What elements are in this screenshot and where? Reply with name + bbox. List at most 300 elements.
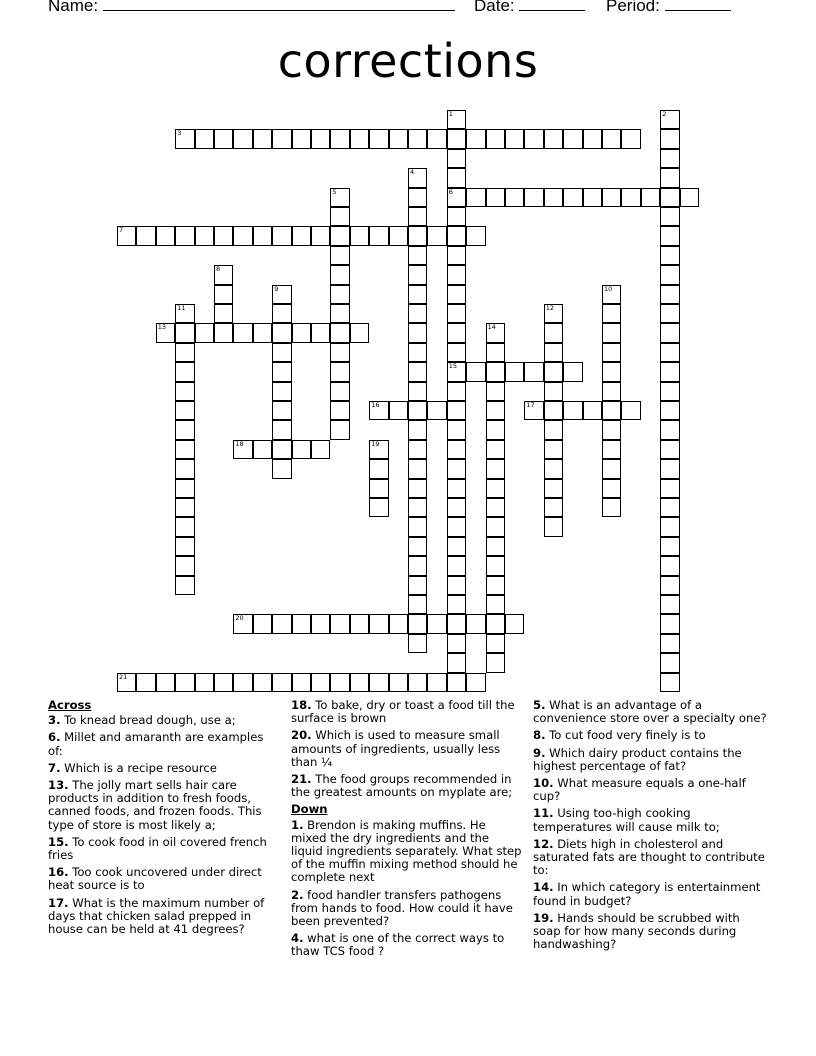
grid-cell[interactable] bbox=[408, 517, 427, 536]
grid-cell[interactable] bbox=[214, 226, 233, 245]
grid-cell[interactable] bbox=[330, 246, 349, 265]
grid-cell[interactable] bbox=[175, 382, 194, 401]
clue-number: 1 bbox=[448, 110, 453, 118]
grid-cell[interactable] bbox=[408, 226, 427, 245]
right-column bbox=[533, 699, 771, 955]
grid-cell[interactable] bbox=[233, 129, 252, 148]
grid-cell[interactable] bbox=[330, 401, 349, 420]
grid-cell[interactable] bbox=[272, 323, 291, 342]
grid-cell[interactable] bbox=[369, 129, 388, 148]
grid-cell[interactable] bbox=[544, 188, 563, 207]
grid-cell[interactable] bbox=[602, 188, 621, 207]
grid-cell[interactable] bbox=[486, 188, 505, 207]
grid-cell[interactable] bbox=[447, 517, 466, 536]
grid-cell[interactable] bbox=[408, 420, 427, 439]
grid-cell[interactable] bbox=[117, 673, 136, 692]
grid-cell[interactable] bbox=[660, 440, 679, 459]
grid-cell[interactable] bbox=[136, 226, 155, 245]
grid-cell[interactable] bbox=[272, 285, 291, 304]
clue-number: 11. bbox=[533, 806, 554, 821]
grid-cell[interactable] bbox=[660, 595, 679, 614]
grid-cell[interactable] bbox=[583, 188, 602, 207]
grid-cell[interactable] bbox=[602, 420, 621, 439]
grid-cell[interactable] bbox=[486, 440, 505, 459]
grid-cell[interactable] bbox=[350, 673, 369, 692]
grid-cell[interactable] bbox=[660, 207, 679, 226]
grid-cell[interactable] bbox=[486, 362, 505, 381]
grid-cell[interactable] bbox=[408, 382, 427, 401]
grid-cell[interactable] bbox=[466, 362, 485, 381]
grid-cell[interactable] bbox=[544, 440, 563, 459]
grid-cell[interactable] bbox=[602, 362, 621, 381]
grid-cell[interactable] bbox=[447, 498, 466, 517]
grid-cell[interactable] bbox=[330, 188, 349, 207]
grid-cell[interactable] bbox=[447, 420, 466, 439]
clue-number: 3 bbox=[177, 129, 182, 138]
down-clue-list bbox=[291, 819, 523, 959]
grid-cell[interactable] bbox=[272, 673, 291, 692]
grid-cell[interactable] bbox=[272, 440, 291, 459]
date-field[interactable] bbox=[474, 0, 585, 16]
grid-cell[interactable] bbox=[175, 343, 194, 362]
grid-cell[interactable] bbox=[447, 168, 466, 187]
grid-cell[interactable] bbox=[233, 323, 252, 342]
grid-cell[interactable] bbox=[369, 226, 388, 245]
grid-cell[interactable] bbox=[389, 129, 408, 148]
grid-cell[interactable] bbox=[660, 537, 679, 556]
grid-cell[interactable] bbox=[350, 614, 369, 633]
grid-cell[interactable] bbox=[660, 401, 679, 420]
grid-cell[interactable] bbox=[660, 459, 679, 478]
grid-cell[interactable] bbox=[408, 362, 427, 381]
grid-cell[interactable] bbox=[447, 265, 466, 284]
grid-cell[interactable] bbox=[175, 556, 194, 575]
grid-cell[interactable] bbox=[408, 343, 427, 362]
grid-cell[interactable] bbox=[447, 382, 466, 401]
grid-cell[interactable] bbox=[408, 129, 427, 148]
grid-cell[interactable] bbox=[602, 343, 621, 362]
grid-cell[interactable] bbox=[602, 440, 621, 459]
grid-cell[interactable] bbox=[486, 653, 505, 672]
grid-cell[interactable] bbox=[641, 188, 660, 207]
grid-cell[interactable] bbox=[175, 304, 194, 323]
grid-cell[interactable] bbox=[292, 323, 311, 342]
grid-cell[interactable] bbox=[447, 226, 466, 245]
grid-cell[interactable] bbox=[156, 673, 175, 692]
grid-cell[interactable] bbox=[136, 673, 155, 692]
grid-cell[interactable] bbox=[447, 323, 466, 342]
grid-cell[interactable] bbox=[447, 576, 466, 595]
grid-cell[interactable] bbox=[660, 168, 679, 187]
grid-cell[interactable] bbox=[602, 285, 621, 304]
grid-cell[interactable] bbox=[408, 323, 427, 342]
grid-cell[interactable] bbox=[311, 673, 330, 692]
grid-cell[interactable] bbox=[583, 129, 602, 148]
grid-cell[interactable] bbox=[408, 614, 427, 633]
grid-cell[interactable] bbox=[447, 537, 466, 556]
grid-cell[interactable] bbox=[175, 576, 194, 595]
grid-cell[interactable] bbox=[544, 343, 563, 362]
name-field[interactable] bbox=[48, 0, 455, 16]
grid-cell[interactable] bbox=[350, 323, 369, 342]
grid-cell[interactable] bbox=[175, 323, 194, 342]
grid-cell[interactable] bbox=[330, 265, 349, 284]
grid-cell[interactable] bbox=[544, 304, 563, 323]
grid-cell[interactable] bbox=[369, 401, 388, 420]
grid-cell[interactable] bbox=[292, 614, 311, 633]
clue-item bbox=[291, 889, 523, 929]
grid-cell[interactable] bbox=[175, 420, 194, 439]
grid-cell[interactable] bbox=[660, 188, 679, 207]
grid-cell[interactable] bbox=[660, 304, 679, 323]
grid-cell[interactable] bbox=[427, 401, 446, 420]
grid-cell[interactable] bbox=[486, 614, 505, 633]
grid-cell[interactable] bbox=[660, 343, 679, 362]
grid-cell[interactable] bbox=[253, 673, 272, 692]
clue-number: 7. bbox=[48, 760, 61, 775]
grid-cell[interactable] bbox=[660, 614, 679, 633]
grid-cell[interactable] bbox=[486, 323, 505, 342]
grid-cell[interactable] bbox=[408, 673, 427, 692]
grid-cell[interactable] bbox=[466, 226, 485, 245]
grid-cell[interactable] bbox=[660, 246, 679, 265]
grid-cell[interactable] bbox=[214, 129, 233, 148]
clue-item bbox=[48, 897, 276, 937]
grid-cell[interactable] bbox=[602, 479, 621, 498]
grid-cell[interactable] bbox=[447, 459, 466, 478]
grid-cell[interactable] bbox=[602, 304, 621, 323]
grid-cell[interactable] bbox=[272, 459, 291, 478]
grid-cell[interactable] bbox=[544, 129, 563, 148]
grid-cell[interactable] bbox=[389, 226, 408, 245]
grid-cell[interactable] bbox=[369, 498, 388, 517]
grid-cell[interactable] bbox=[175, 440, 194, 459]
grid-cell[interactable] bbox=[292, 226, 311, 245]
grid-cell[interactable] bbox=[427, 226, 446, 245]
grid-cell[interactable] bbox=[389, 673, 408, 692]
grid-cell[interactable] bbox=[272, 420, 291, 439]
grid-cell[interactable] bbox=[253, 323, 272, 342]
grid-cell[interactable] bbox=[447, 479, 466, 498]
grid-cell[interactable] bbox=[447, 653, 466, 672]
grid-cell[interactable] bbox=[233, 440, 252, 459]
grid-cell[interactable] bbox=[447, 343, 466, 362]
grid-cell[interactable] bbox=[660, 517, 679, 536]
grid-cell[interactable] bbox=[408, 265, 427, 284]
grid-cell[interactable] bbox=[233, 614, 252, 633]
grid-cell[interactable] bbox=[311, 226, 330, 245]
grid-cell[interactable] bbox=[311, 440, 330, 459]
grid-cell[interactable] bbox=[408, 556, 427, 575]
grid-cell[interactable] bbox=[447, 362, 466, 381]
clue-number: 1. bbox=[291, 817, 304, 832]
grid-cell[interactable] bbox=[544, 420, 563, 439]
grid-cell[interactable] bbox=[214, 285, 233, 304]
grid-cell[interactable] bbox=[447, 110, 466, 129]
grid-cell[interactable] bbox=[524, 129, 543, 148]
grid-cell[interactable] bbox=[505, 188, 524, 207]
clue-item bbox=[291, 773, 523, 799]
grid-cell[interactable] bbox=[389, 401, 408, 420]
grid-cell[interactable] bbox=[447, 129, 466, 148]
name-line[interactable] bbox=[103, 0, 455, 11]
grid-cell[interactable] bbox=[369, 459, 388, 478]
grid-cell[interactable] bbox=[350, 129, 369, 148]
grid-cell[interactable] bbox=[660, 479, 679, 498]
grid-cell[interactable] bbox=[408, 498, 427, 517]
period-field[interactable] bbox=[606, 0, 731, 16]
grid-cell[interactable] bbox=[544, 517, 563, 536]
grid-cell[interactable] bbox=[408, 188, 427, 207]
grid-cell[interactable] bbox=[544, 459, 563, 478]
grid-cell[interactable] bbox=[175, 129, 194, 148]
grid-cell[interactable] bbox=[427, 129, 446, 148]
grid-cell[interactable] bbox=[447, 401, 466, 420]
grid-cell[interactable] bbox=[350, 226, 369, 245]
grid-cell[interactable] bbox=[660, 149, 679, 168]
grid-cell[interactable] bbox=[621, 188, 640, 207]
grid-cell[interactable] bbox=[660, 323, 679, 342]
grid-cell[interactable] bbox=[330, 343, 349, 362]
grid-cell[interactable] bbox=[544, 401, 563, 420]
grid-cell[interactable] bbox=[175, 362, 194, 381]
grid-cell[interactable] bbox=[214, 265, 233, 284]
grid-cell[interactable] bbox=[175, 673, 194, 692]
grid-cell[interactable] bbox=[486, 479, 505, 498]
grid-cell[interactable] bbox=[447, 285, 466, 304]
grid-cell[interactable] bbox=[447, 634, 466, 653]
grid-cell[interactable] bbox=[195, 323, 214, 342]
grid-cell[interactable] bbox=[660, 362, 679, 381]
grid-cell[interactable] bbox=[117, 226, 136, 245]
grid-cell[interactable] bbox=[544, 479, 563, 498]
grid-cell[interactable] bbox=[195, 226, 214, 245]
grid-cell[interactable] bbox=[466, 673, 485, 692]
grid-cell[interactable] bbox=[292, 673, 311, 692]
grid-cell[interactable] bbox=[544, 362, 563, 381]
grid-cell[interactable] bbox=[175, 498, 194, 517]
grid-cell[interactable] bbox=[660, 265, 679, 284]
grid-cell[interactable] bbox=[408, 285, 427, 304]
grid-cell[interactable] bbox=[447, 188, 466, 207]
clue-number: 5 bbox=[332, 187, 337, 196]
grid-cell[interactable] bbox=[447, 246, 466, 265]
grid-cell[interactable] bbox=[466, 614, 485, 633]
grid-cell[interactable] bbox=[602, 498, 621, 517]
grid-cell[interactable] bbox=[466, 129, 485, 148]
grid-cell[interactable] bbox=[195, 673, 214, 692]
grid-cell[interactable] bbox=[272, 343, 291, 362]
grid-cell[interactable] bbox=[330, 285, 349, 304]
grid-cell[interactable] bbox=[175, 226, 194, 245]
grid-cell[interactable] bbox=[447, 614, 466, 633]
grid-cell[interactable] bbox=[486, 595, 505, 614]
grid-cell[interactable] bbox=[369, 479, 388, 498]
grid-cell[interactable] bbox=[602, 129, 621, 148]
grid-cell[interactable] bbox=[330, 614, 349, 633]
grid-cell[interactable] bbox=[175, 517, 194, 536]
clue-number: 19. bbox=[533, 910, 554, 925]
grid-cell[interactable] bbox=[486, 129, 505, 148]
grid-cell[interactable] bbox=[602, 459, 621, 478]
grid-cell[interactable] bbox=[330, 129, 349, 148]
grid-cell[interactable] bbox=[486, 382, 505, 401]
grid-cell[interactable] bbox=[408, 440, 427, 459]
grid-cell[interactable] bbox=[505, 362, 524, 381]
grid-cell[interactable] bbox=[660, 498, 679, 517]
grid-cell[interactable] bbox=[660, 226, 679, 245]
grid-cell[interactable] bbox=[602, 382, 621, 401]
grid-cell[interactable] bbox=[195, 129, 214, 148]
grid-cell[interactable] bbox=[330, 207, 349, 226]
grid-cell[interactable] bbox=[563, 129, 582, 148]
grid-cell[interactable] bbox=[505, 129, 524, 148]
grid-cell[interactable] bbox=[272, 382, 291, 401]
grid-cell[interactable] bbox=[427, 614, 446, 633]
grid-cell[interactable] bbox=[524, 188, 543, 207]
grid-cell[interactable] bbox=[660, 285, 679, 304]
grid-cell[interactable] bbox=[680, 188, 699, 207]
grid-cell[interactable] bbox=[447, 207, 466, 226]
grid-cell[interactable] bbox=[369, 614, 388, 633]
grid-cell[interactable] bbox=[272, 614, 291, 633]
grid-cell[interactable] bbox=[253, 614, 272, 633]
grid-cell[interactable] bbox=[486, 517, 505, 536]
grid-cell[interactable] bbox=[563, 188, 582, 207]
grid-cell[interactable] bbox=[408, 634, 427, 653]
grid-cell[interactable] bbox=[292, 129, 311, 148]
clue-number: 9 bbox=[274, 284, 279, 293]
grid-cell[interactable] bbox=[447, 304, 466, 323]
grid-cell[interactable] bbox=[524, 362, 543, 381]
grid-cell[interactable] bbox=[602, 323, 621, 342]
grid-cell[interactable] bbox=[292, 440, 311, 459]
grid-cell[interactable] bbox=[408, 168, 427, 187]
grid-cell[interactable] bbox=[311, 614, 330, 633]
grid-cell[interactable] bbox=[486, 401, 505, 420]
grid-cell[interactable] bbox=[447, 673, 466, 692]
grid-cell[interactable] bbox=[447, 149, 466, 168]
grid-cell[interactable] bbox=[660, 576, 679, 595]
clue-item bbox=[533, 699, 771, 725]
grid-cell[interactable] bbox=[330, 323, 349, 342]
grid-cell[interactable] bbox=[214, 673, 233, 692]
grid-cell[interactable] bbox=[156, 323, 175, 342]
grid-cell[interactable] bbox=[505, 614, 524, 633]
grid-cell[interactable] bbox=[408, 401, 427, 420]
grid-cell[interactable] bbox=[253, 129, 272, 148]
grid-cell[interactable] bbox=[408, 576, 427, 595]
grid-cell[interactable] bbox=[486, 498, 505, 517]
period-line[interactable] bbox=[665, 0, 731, 11]
grid-cell[interactable] bbox=[486, 420, 505, 439]
grid-cell[interactable] bbox=[253, 440, 272, 459]
grid-cell[interactable] bbox=[408, 595, 427, 614]
grid-cell[interactable] bbox=[272, 362, 291, 381]
grid-cell[interactable] bbox=[486, 459, 505, 478]
grid-cell[interactable] bbox=[524, 401, 543, 420]
grid-cell[interactable] bbox=[486, 537, 505, 556]
grid-cell[interactable] bbox=[311, 129, 330, 148]
grid-cell[interactable] bbox=[660, 673, 679, 692]
grid-cell[interactable] bbox=[660, 129, 679, 148]
grid-cell[interactable] bbox=[408, 459, 427, 478]
grid-cell[interactable] bbox=[660, 653, 679, 672]
grid-cell[interactable] bbox=[486, 343, 505, 362]
grid-cell[interactable] bbox=[408, 246, 427, 265]
clue-number: 14 bbox=[487, 323, 496, 332]
grid-cell[interactable] bbox=[233, 226, 252, 245]
grid-cell[interactable] bbox=[272, 226, 291, 245]
grid-cell[interactable] bbox=[330, 420, 349, 439]
grid-cell[interactable] bbox=[427, 673, 446, 692]
grid-cell[interactable] bbox=[272, 129, 291, 148]
grid-cell[interactable] bbox=[330, 226, 349, 245]
grid-cell[interactable] bbox=[156, 226, 175, 245]
grid-cell[interactable] bbox=[447, 556, 466, 575]
grid-cell[interactable] bbox=[408, 537, 427, 556]
grid-cell[interactable] bbox=[621, 129, 640, 148]
grid-cell[interactable] bbox=[544, 382, 563, 401]
grid-cell[interactable] bbox=[214, 304, 233, 323]
date-line[interactable] bbox=[519, 0, 585, 11]
grid-cell[interactable] bbox=[330, 304, 349, 323]
grid-cell[interactable] bbox=[369, 440, 388, 459]
grid-cell[interactable] bbox=[486, 634, 505, 653]
grid-cell[interactable] bbox=[466, 188, 485, 207]
across-clue-list-continued bbox=[291, 699, 523, 799]
grid-cell[interactable] bbox=[330, 362, 349, 381]
grid-cell[interactable] bbox=[660, 382, 679, 401]
grid-cell[interactable] bbox=[408, 207, 427, 226]
grid-cell[interactable] bbox=[369, 673, 388, 692]
grid-cell[interactable] bbox=[583, 401, 602, 420]
grid-cell[interactable] bbox=[272, 401, 291, 420]
grid-cell[interactable] bbox=[330, 382, 349, 401]
grid-cell[interactable] bbox=[602, 401, 621, 420]
grid-cell[interactable] bbox=[447, 440, 466, 459]
grid-cell[interactable] bbox=[330, 673, 349, 692]
grid-cell[interactable] bbox=[660, 420, 679, 439]
grid-cell[interactable] bbox=[447, 595, 466, 614]
grid-cell[interactable] bbox=[272, 304, 291, 323]
grid-cell[interactable] bbox=[233, 673, 252, 692]
grid-cell[interactable] bbox=[175, 401, 194, 420]
grid-cell[interactable] bbox=[175, 479, 194, 498]
grid-cell[interactable] bbox=[544, 323, 563, 342]
grid-cell[interactable] bbox=[408, 479, 427, 498]
grid-cell[interactable] bbox=[563, 401, 582, 420]
grid-cell[interactable] bbox=[660, 634, 679, 653]
grid-cell[interactable] bbox=[486, 576, 505, 595]
grid-cell[interactable] bbox=[563, 362, 582, 381]
grid-cell[interactable] bbox=[408, 304, 427, 323]
grid-cell[interactable] bbox=[389, 614, 408, 633]
grid-cell[interactable] bbox=[544, 498, 563, 517]
grid-cell[interactable] bbox=[175, 459, 194, 478]
grid-cell[interactable] bbox=[311, 323, 330, 342]
grid-cell[interactable] bbox=[175, 537, 194, 556]
clue-text: To cook food in oil covered french fries bbox=[48, 834, 267, 863]
grid-cell[interactable] bbox=[486, 556, 505, 575]
grid-cell[interactable] bbox=[660, 556, 679, 575]
grid-cell[interactable] bbox=[253, 226, 272, 245]
grid-cell[interactable] bbox=[621, 401, 640, 420]
clue-number: 14. bbox=[533, 880, 554, 895]
date-label: Date: bbox=[474, 0, 515, 15]
grid-cell[interactable] bbox=[660, 110, 679, 129]
grid-cell[interactable] bbox=[214, 323, 233, 342]
